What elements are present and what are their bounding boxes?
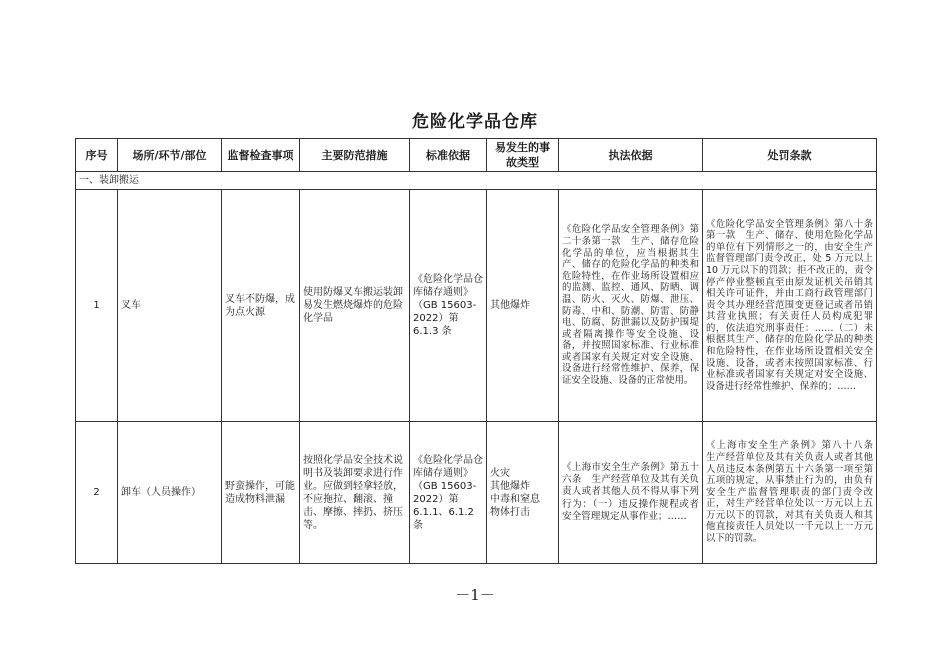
header-no: 序号	[76, 139, 118, 172]
header-accident: 易发生的事故类型	[487, 139, 559, 172]
header-penalty: 处罚条款	[703, 139, 877, 172]
row-standard: 《危险化学品仓库储存通则》（GB 15603-2022）第 6.1.3 条	[410, 190, 487, 422]
row-measure: 使用防爆叉车搬运装卸易发生燃烧爆炸的危险化学品	[300, 190, 410, 422]
row-basis: 《上海市安全生产条例》第五十六条 生产经营单位及其有关负责人或者其他人员不得从事下列行为：（一）违反操作规程或者安全管理规定从事作业；……	[559, 422, 703, 564]
row-measure: 按照化学品安全技术说明书及装卸要求进行作业。应做到轻拿轻放，不应拖拉、翻滚、撞击、摩擦、摔扔、挤压等。	[300, 422, 410, 564]
inspection-table	[75, 138, 883, 564]
page-title: 危险化学品仓库	[412, 112, 538, 132]
row-no: 1	[76, 190, 118, 422]
row-no: 2	[76, 422, 118, 564]
table-row	[76, 422, 877, 564]
row-place: 叉车	[118, 190, 222, 422]
header-item: 监督检查事项	[222, 139, 300, 172]
header-place: 场所/环节/部位	[118, 139, 222, 172]
page-number: －1－	[455, 586, 495, 604]
header-measure: 主要防范措施	[300, 139, 410, 172]
row-item: 叉车不防爆，成为点火源	[222, 190, 300, 422]
table-row	[76, 190, 877, 422]
row-accident: 火灾 其他爆炸 中毒和窒息 物体打击	[487, 422, 559, 564]
row-penalty: 《危险化学品安全管理条例》第八十条第一款 生产、储存、使用危险化学品的单位有下列情形之一的，由安全生产监督管理部门责令改正，处 5 万元以上 10 万元以下的罚款；拒不改正的，责令停产停业整顿直至由原发证机关吊销其相关许可证件，并由工商行政管理部门责令其办理经营范围变更登记或者吊销其营业执照；有关责任人员构成犯罪的，依法追究刑事责任：……（二）未根据其生产、储存的危险化学品的种类和危险特性，在作业场所设置相关安全设施、设备，或者未按照国家标准、行业标准或者国家有关规定对安全设施、设备进行经常性维护、保养的；……	[703, 190, 877, 422]
table-header-row	[76, 139, 877, 172]
row-standard: 《危险化学品仓库储存通则》（GB 15603-2022）第 6.1.1、6.1.2 条	[410, 422, 487, 564]
row-item: 野蛮操作，可能造成物料泄漏	[222, 422, 300, 564]
header-basis: 执法依据	[559, 139, 703, 172]
row-accident: 其他爆炸	[487, 190, 559, 422]
section-label: 一、装卸搬运	[76, 172, 877, 190]
row-basis: 《危险化学品安全管理条例》第二十条第一款 生产、储存危险化学品的单位，应当根据其生产、储存的危险化学品的种类和危险特性，在作业场所设置相应的监测、监控、通风、防晒、调温、防火、灭火、防爆、泄压、防毒、中和、防潮、防雷、防静电、防腐、防泄漏以及防护围堤或者隔离操作等安全设施、设备，并按照国家标准、行业标准或者国家有关规定对安全设施、设备进行经常性维护、保养，保证安全设施、设备的正常使用。	[559, 190, 703, 422]
section-row	[76, 172, 877, 190]
row-place: 卸车（人员操作）	[118, 422, 222, 564]
row-penalty: 《上海市安全生产条例》第八十八条 生产经营单位及其有关负责人或者其他人员违反本条例第五十六条第一项至第五项的规定，从事禁止行为的，由负有安全生产监督管理职责的部门责令改正，对生产经营单位处以一万元以上五万元以下的罚款，对其有关负责人和其他直接责任人员处以一千元以上一万元以下的罚款。	[703, 422, 877, 564]
header-standard: 标准依据	[410, 139, 487, 172]
